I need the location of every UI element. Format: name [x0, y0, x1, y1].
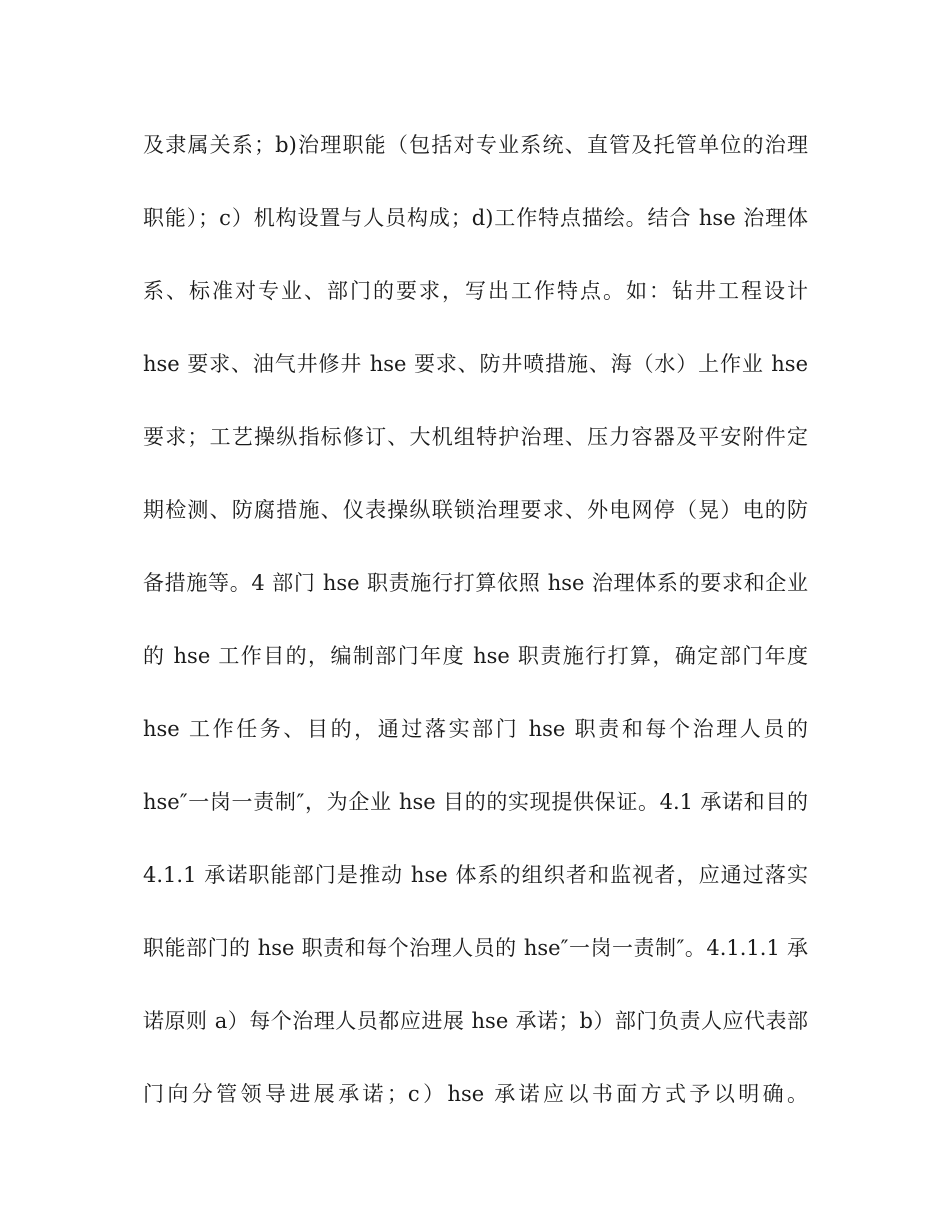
- text-line: 4.1.1 承诺职能部门是推动 hse 体系的组织者和监视者，应通过落实: [143, 863, 808, 887]
- text-line: hse 要求、油气井修井 hse 要求、防井喷措施、海（水）上作业 hse: [143, 352, 808, 376]
- text-line: 的 hse 工作目的，编制部门年度 hse 职责施行打算，确定部门年度: [143, 644, 808, 668]
- text-line: 要求；工艺操纵指标修订、大机组特护治理、压力容器及平安附件定: [143, 425, 808, 449]
- text-line: 门向分管领导进展承诺；c）hse 承诺应以书面方式予以明确。: [143, 1082, 808, 1106]
- text-line: hse 工作任务、目的，通过落实部门 hse 职责和每个治理人员的: [143, 717, 808, 741]
- text-line: 职能）；c）机构设置与人员构成；d)工作特点描绘。结合 hse 治理体: [143, 206, 808, 230]
- text-line: 备措施等。4 部门 hse 职责施行打算依照 hse 治理体系的要求和企业: [143, 571, 808, 595]
- text-line: 及隶属关系；b)治理职能（包括对专业系统、直管及托管单位的治理: [143, 133, 808, 157]
- text-line: 期检测、防腐措施、仪表操纵联锁治理要求、外电网停（晃）电的防: [143, 498, 808, 522]
- body-text: [143, 124, 808, 1146]
- text-line: hse″一岗一责制″，为企业 hse 目的的实现提供保证。4.1 承诺和目的: [143, 790, 808, 814]
- text-line: 职能部门的 hse 职责和每个治理人员的 hse″一岗一责制″。4.1.1.1 承: [143, 936, 808, 960]
- text-line: 系、标准对专业、部门的要求，写出工作特点。如：钻井工程设计: [143, 279, 808, 303]
- text-line: 诺原则 a）每个治理人员都应进展 hse 承诺；b）部门负责人应代表部: [143, 1009, 808, 1033]
